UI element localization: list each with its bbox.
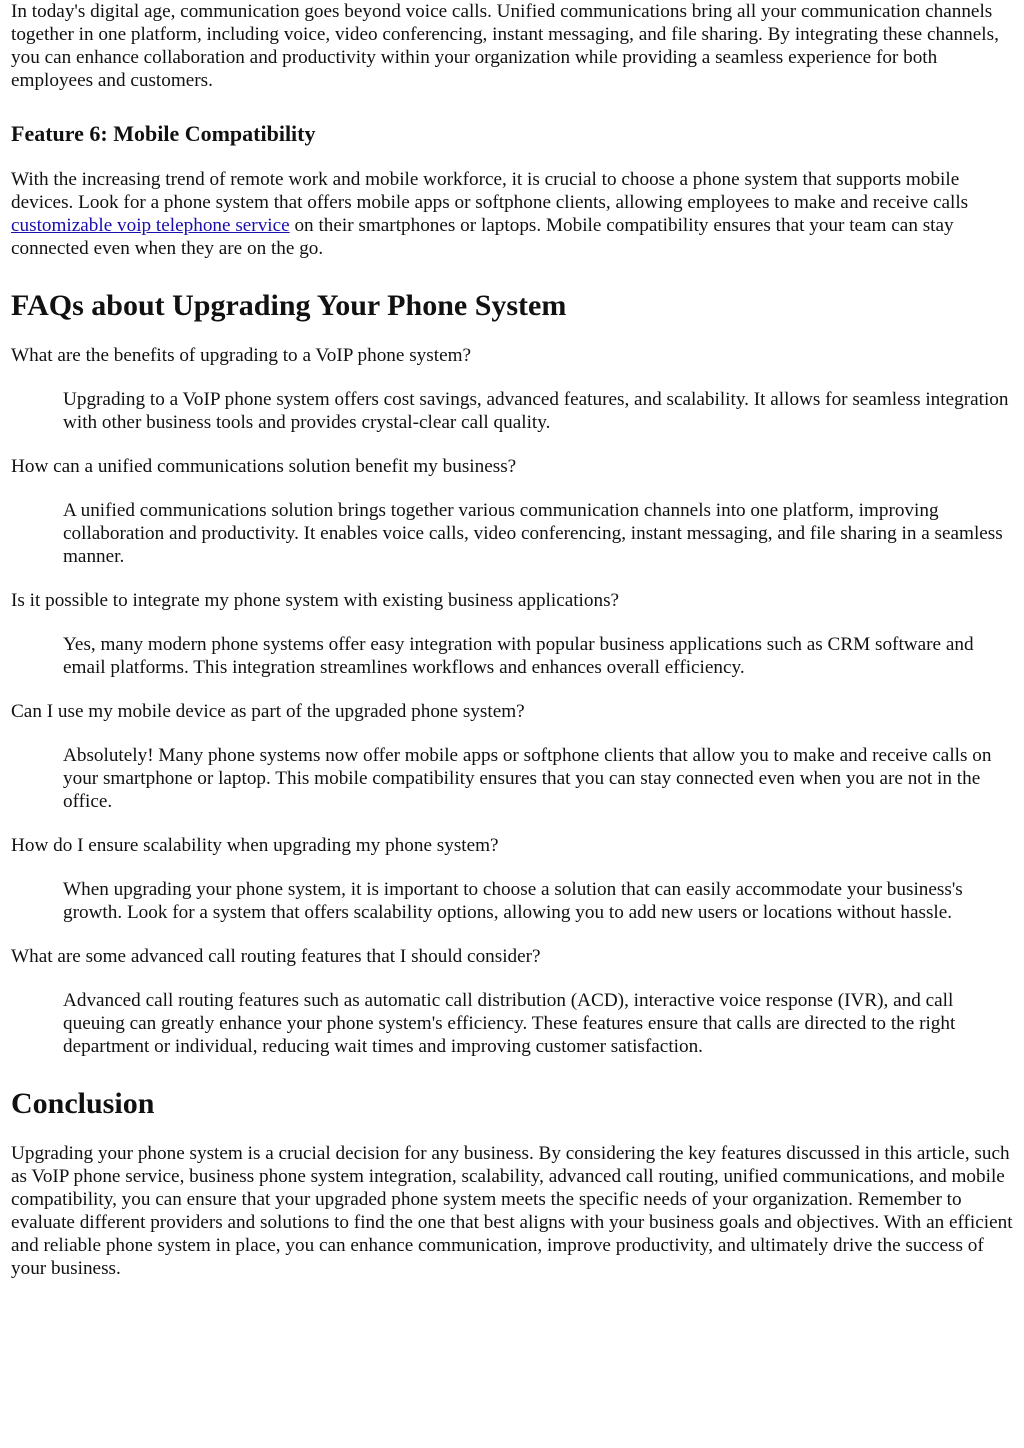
- intro-paragraph: In today's digital age, communication goes beyond voice calls. Unified communications bring all your communication channels together in one platform, including voice, video conferencing, instant messaging, and file sharing. By integrating these channels, you can enhance collaboration and productivity within your organization while providing a seamless experience for both employees and customers.: [11, 1, 999, 91]
- faqs-heading: FAQs about Upgrading Your Phone System: [11, 289, 567, 322]
- faq-answer: Advanced call routing features such as automatic call distribution (ACD), interactive voice response (IVR), and call queuing can greatly enhance your phone system's efficiency. These features ensure that calls are directed to the right department or individual, reducing wait times and improving customer satisfaction.: [63, 990, 956, 1057]
- faq-list: [11, 344, 1014, 1058]
- faq-answer: Upgrading to a VoIP phone system offers cost savings, advanced features, and scalability. It allows for seamless integration with other business tools and provides crystal-clear call quality.: [63, 389, 1009, 433]
- conclusion-paragraph: Upgrading your phone system is a crucial decision for any business. By considering the key features discussed in this article, such as VoIP phone service, business phone system integration, scalability, advanced call routing, unified communications, and mobile compatibility, you can ensure that your upgraded phone system meets the specific needs of your organization. Remember to evaluate different providers and solutions to find the one that best aligns with your business goals and objectives. With an efficient and reliable phone system in place, you can enhance communication, improve productivity, and ultimately drive the success of your business.: [11, 1143, 1013, 1279]
- conclusion-heading: Conclusion: [11, 1087, 155, 1120]
- faq-question: What are some advanced call routing features that I should consider?: [11, 946, 541, 967]
- faq-question: How can a unified communications solution benefit my business?: [11, 456, 517, 477]
- faq-question: Is it possible to integrate my phone system with existing business applications?: [11, 590, 620, 611]
- faq-answer: Yes, many modern phone systems offer easy integration with popular business applications such as CRM software and email platforms. This integration streamlines workflows and enhances overall efficiency.: [63, 634, 974, 678]
- faq-question: Can I use my mobile device as part of the upgraded phone system?: [11, 701, 525, 722]
- faq-question: How do I ensure scalability when upgrading my phone system?: [11, 835, 499, 856]
- feature-6-text-before: With the increasing trend of remote work and mobile workforce, it is crucial to choose a phone system that supports mobile devices. Look for a phone system that offers mobile apps or softphone clients, allowing employees to make and receive calls: [11, 169, 969, 213]
- faq-answer: When upgrading your phone system, it is important to choose a solution that can easily accommodate your business's growth. Look for a system that offers scalability options, allowing you to add new users or locations without hassle.: [63, 879, 963, 923]
- voip-service-link[interactable]: customizable voip telephone service: [11, 215, 290, 236]
- faq-answer: Absolutely! Many phone systems now offer mobile apps or softphone clients that allow you to make and receive calls on your smartphone or laptop. This mobile compatibility ensures that you can stay connected even when you are not in the office.: [63, 745, 992, 812]
- feature-6-heading: Feature 6: Mobile Compatibility: [11, 121, 316, 146]
- faq-question: What are the benefits of upgrading to a VoIP phone system?: [11, 345, 472, 366]
- feature-6-text-after: on their smartphones or laptops. Mobile compatibility ensures that your team can stay connected even when they are on the go.: [11, 215, 954, 259]
- feature-6-paragraph: [11, 168, 1014, 260]
- faq-answer: A unified communications solution brings together various communication channels into one platform, improving collaboration and productivity. It enables voice calls, video conferencing, instant messaging, and file sharing in a seamless manner.: [63, 500, 1003, 567]
